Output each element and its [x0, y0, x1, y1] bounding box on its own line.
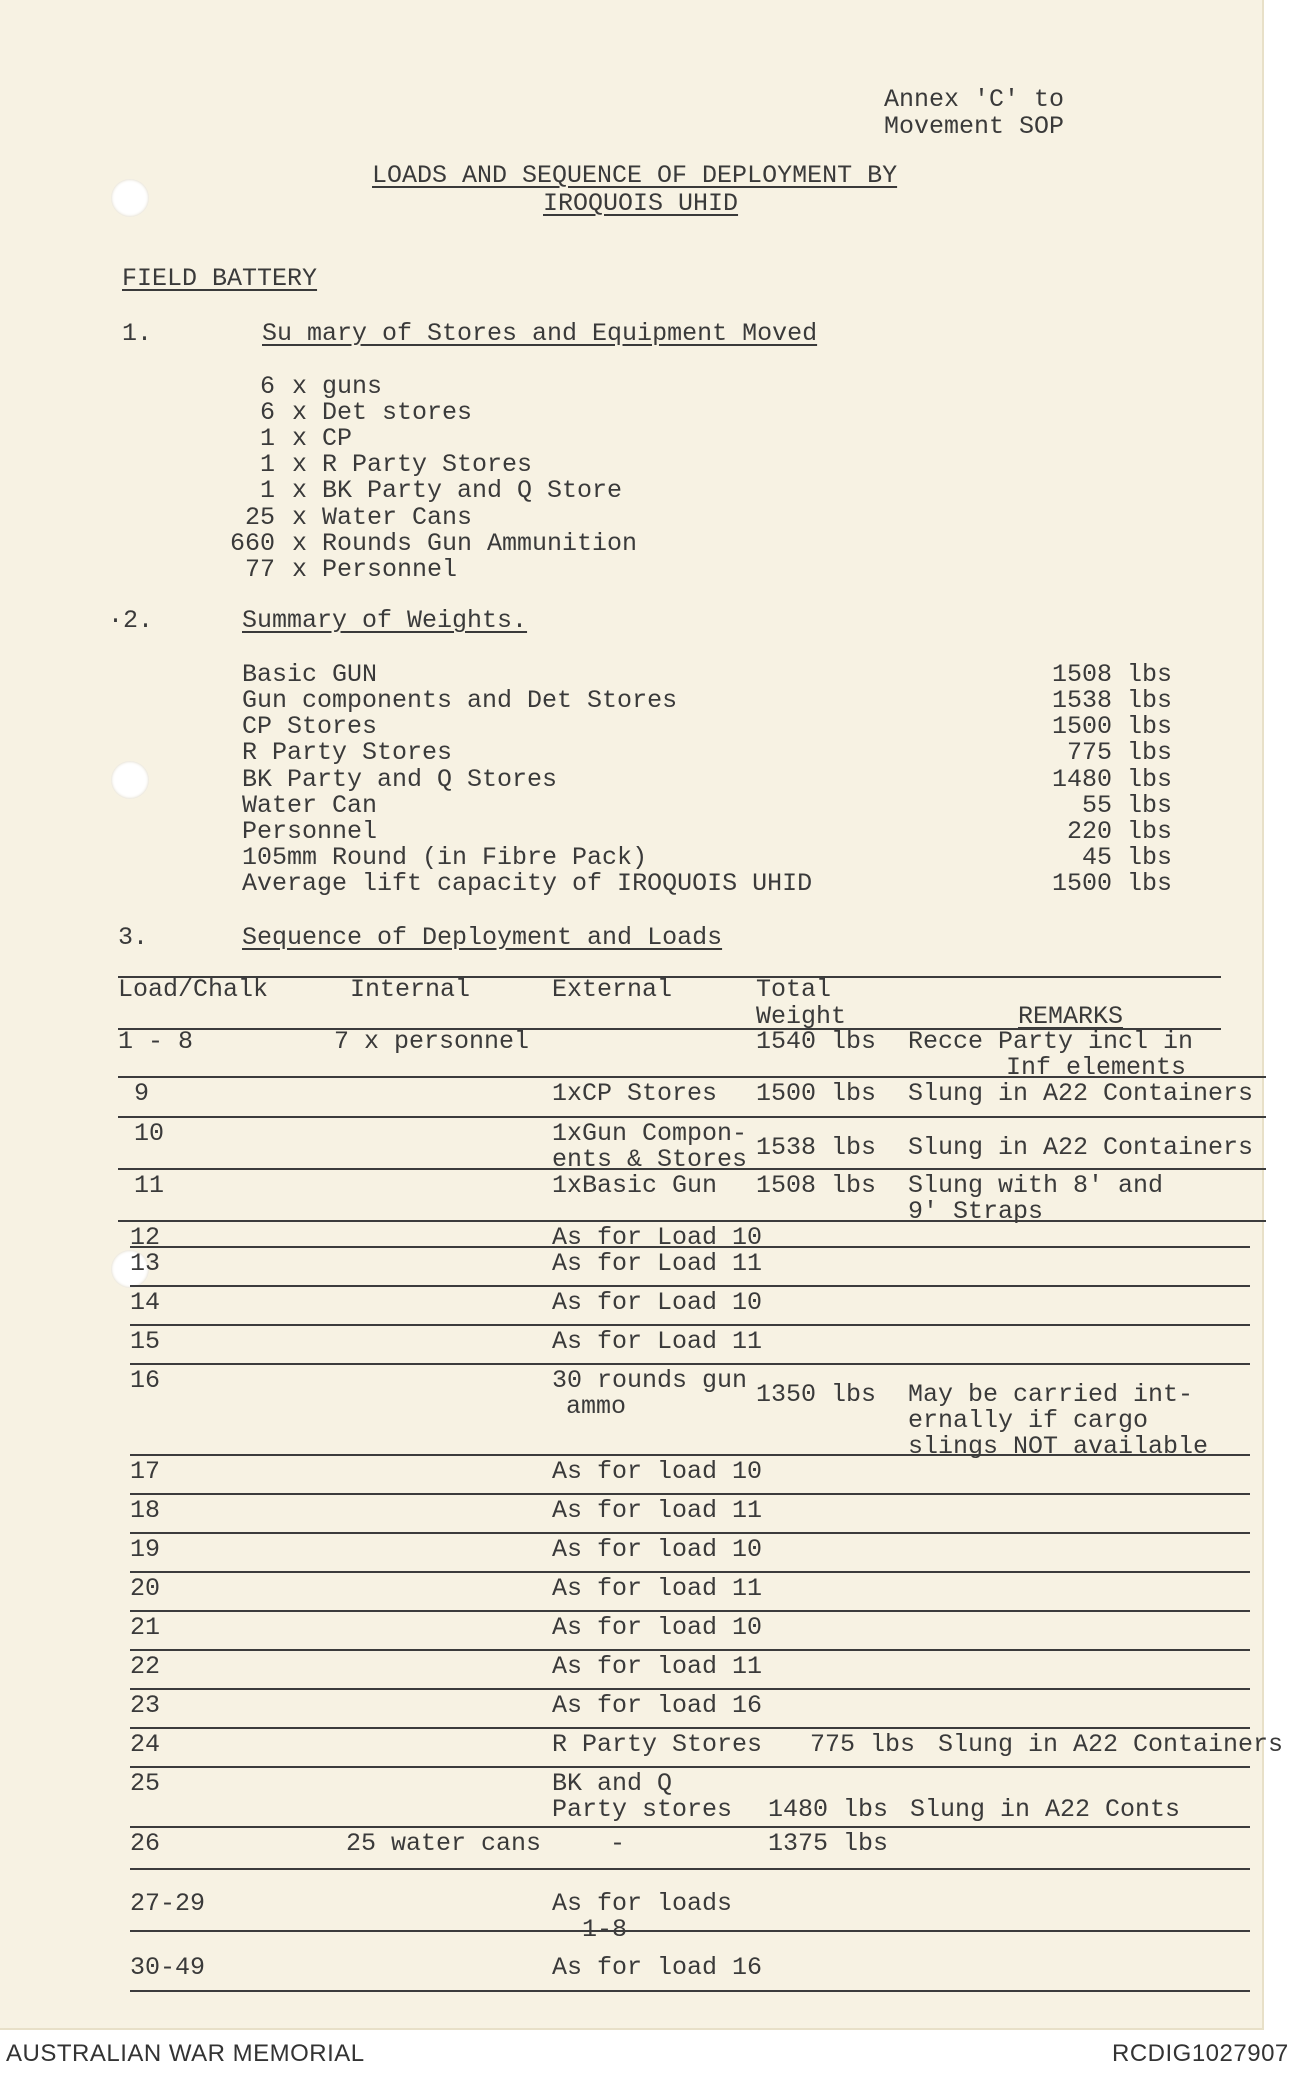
load-chalk: 27-29 [130, 1889, 206, 1918]
weight-value: 1500 lbs [1051, 712, 1172, 741]
external-load: As for Load 11 [552, 1327, 763, 1356]
item-description: x Det stores [292, 398, 473, 427]
weight-value: 1480 lbs [1051, 765, 1172, 794]
load-chalk: 15 [130, 1327, 161, 1356]
load-chalk: 13 [130, 1249, 161, 1278]
external-load: As for load 16 [552, 1953, 763, 1982]
weight-item: R Party Stores [242, 738, 453, 767]
section-3-heading: Sequence of Deployment and Loads [242, 923, 723, 952]
external-load: 1xGun Compon- [552, 1119, 748, 1148]
item-quantity: 77 [244, 555, 275, 584]
load-chalk: 26 [130, 1829, 161, 1858]
weight-value: 1500 lbs [1051, 869, 1172, 898]
remarks-cont: Inf elements [1006, 1053, 1187, 1082]
external-load: As for load 10 [552, 1535, 763, 1564]
row-rule [130, 1532, 1250, 1534]
row-rule [130, 1766, 1250, 1768]
item-description: x BK Party and Q Store [292, 476, 623, 505]
item-description: x Personnel [292, 555, 458, 584]
row-rule [130, 1930, 1250, 1932]
external-load: As for Load 10 [552, 1288, 763, 1317]
row-rule [130, 1868, 1250, 1870]
row-rule [130, 1649, 1250, 1651]
item-description: x guns [292, 372, 383, 401]
row-rule [118, 1220, 1266, 1222]
external-load: 1xCP Stores [552, 1079, 718, 1108]
external-load-cont: ammo [566, 1392, 627, 1421]
total-weight: 1480 lbs [768, 1795, 889, 1824]
external-load: As for load 16 [552, 1691, 763, 1720]
item-quantity: 6 [259, 372, 275, 401]
external-load: As for Load 10 [552, 1223, 763, 1252]
weight-value: 45 lbs [1081, 843, 1172, 872]
punch-hole [111, 179, 149, 217]
external-load: As for load 10 [552, 1457, 763, 1486]
item-quantity: 1 [259, 424, 275, 453]
remarks: Slung with 8' and [908, 1171, 1164, 1200]
remarks-cont: ernally if cargo [908, 1406, 1149, 1435]
total-weight: 1350 lbs [756, 1380, 877, 1409]
external-load: As for load 11 [552, 1574, 763, 1603]
section-1-heading: Su mary of Stores and Equipment Moved [262, 319, 818, 348]
punch-hole [111, 761, 149, 799]
item-quantity: 1 [259, 476, 275, 505]
total-weight: 1375 lbs [768, 1829, 889, 1858]
weight-item: Personnel [242, 817, 378, 846]
unit-heading: FIELD BATTERY [122, 264, 318, 293]
remarks: May be carried int- [908, 1380, 1194, 1409]
header-internal: Internal [350, 975, 471, 1004]
load-chalk: 11 [134, 1171, 165, 1200]
weight-item: Gun components and Det Stores [242, 686, 678, 715]
weight-item: Basic GUN [242, 660, 378, 689]
external-load-cont: Party stores [552, 1795, 733, 1824]
row-rule [118, 1116, 1266, 1118]
load-chalk: 22 [130, 1652, 161, 1681]
remarks: Slung in A22 Containers [908, 1133, 1254, 1162]
internal-load: 7 x personnel [334, 1027, 530, 1056]
remarks: Recce Party incl in [908, 1027, 1194, 1056]
weight-value: 220 lbs [1066, 817, 1172, 846]
row-rule [130, 1990, 1250, 1992]
row-rule [130, 1688, 1250, 1690]
external-load: As for load 10 [552, 1613, 763, 1642]
title-line-1: LOADS AND SEQUENCE OF DEPLOYMENT BY [372, 161, 898, 190]
title-line-2: IROQUOIS UHID [543, 189, 739, 218]
load-chalk: 18 [130, 1496, 161, 1525]
load-chalk: 19 [130, 1535, 161, 1564]
load-chalk: 9 [134, 1079, 150, 1108]
row-rule [130, 1493, 1250, 1495]
remarks: Slung in A22 Containers [938, 1730, 1284, 1759]
header-remarks: REMARKS [1018, 1002, 1124, 1031]
section-2-heading: Summary of Weights. [242, 606, 528, 635]
row-rule [130, 1285, 1250, 1287]
total-weight: 1538 lbs [756, 1133, 877, 1162]
load-chalk: 20 [130, 1574, 161, 1603]
item-description: x CP [292, 424, 353, 453]
remarks-cont: 9' Straps [908, 1197, 1044, 1226]
item-quantity: 660 [229, 529, 275, 558]
external-load-cont: 1-8 [582, 1915, 628, 1944]
header-weight: Weight [756, 1002, 847, 1031]
load-chalk: 25 [130, 1769, 161, 1798]
row-rule [118, 1168, 1266, 1170]
load-chalk: 17 [130, 1457, 161, 1486]
load-chalk: 24 [130, 1730, 161, 1759]
annex-line-2: Movement SOP [884, 112, 1065, 141]
remarks-cont: slings NOT available [908, 1432, 1209, 1461]
external-load: As for loads [552, 1889, 733, 1918]
item-description: x Water Cans [292, 503, 473, 532]
remarks: Slung in A22 Containers [908, 1079, 1254, 1108]
external-load: - [610, 1829, 626, 1858]
external-load: 1xBasic Gun [552, 1171, 718, 1200]
row-rule [118, 1076, 1266, 1078]
item-description: x Rounds Gun Ammunition [292, 529, 638, 558]
load-chalk: 14 [130, 1288, 161, 1317]
external-load: 30 rounds gun [552, 1366, 748, 1395]
load-chalk: 1 - 8 [118, 1027, 194, 1056]
external-load-cont: ents & Stores [552, 1145, 748, 1174]
weight-item: 105mm Round (in Fibre Pack) [242, 843, 648, 872]
external-load: As for load 11 [552, 1496, 763, 1525]
external-load: BK and Q [552, 1769, 673, 1798]
row-rule [130, 1727, 1250, 1729]
load-chalk: 23 [130, 1691, 161, 1720]
weight-item: BK Party and Q Stores [242, 765, 558, 794]
row-rule [130, 1246, 1250, 1248]
header-total: Total [756, 975, 832, 1004]
row-rule [130, 1571, 1250, 1573]
remarks: Slung in A22 Conts [910, 1795, 1181, 1824]
footer-left: AUSTRALIAN WAR MEMORIAL [6, 2040, 365, 2067]
header-load: Load/Chalk [118, 975, 269, 1004]
item-quantity: 1 [259, 450, 275, 479]
load-chalk: 12 [130, 1223, 161, 1252]
total-weight: 1500 lbs [756, 1079, 877, 1108]
total-weight: 1540 lbs [756, 1027, 877, 1056]
internal-load: 25 water cans [346, 1829, 542, 1858]
section-2-number: ·2. [108, 606, 154, 635]
weight-value: 775 lbs [1066, 738, 1172, 767]
annex-line-1: Annex 'C' to [884, 85, 1065, 114]
load-chalk: 30-49 [130, 1953, 206, 1982]
section-3-number: 3. [118, 923, 149, 952]
total-weight: 775 lbs [810, 1730, 916, 1759]
load-chalk: 21 [130, 1613, 161, 1642]
item-description: x R Party Stores [292, 450, 533, 479]
weight-item: CP Stores [242, 712, 378, 741]
weight-item: Average lift capacity of IROQUOIS UHID [242, 869, 813, 898]
load-chalk: 10 [134, 1119, 165, 1148]
row-rule [130, 1363, 1250, 1365]
row-rule [130, 1610, 1250, 1612]
load-chalk: 16 [130, 1366, 161, 1395]
total-weight: 1508 lbs [756, 1171, 877, 1200]
row-rule [130, 1454, 1250, 1456]
weight-value: 55 lbs [1081, 791, 1172, 820]
header-external: External [552, 975, 673, 1004]
row-rule [130, 1826, 1250, 1828]
external-load: As for load 11 [552, 1652, 763, 1681]
weight-value: 1538 lbs [1051, 686, 1172, 715]
external-load: As for Load 11 [552, 1249, 763, 1278]
footer-right: RCDIG1027907 [1112, 2040, 1289, 2067]
item-quantity: 25 [244, 503, 275, 532]
weight-value: 1508 lbs [1051, 660, 1172, 689]
row-rule [130, 1324, 1250, 1326]
section-1-number: 1. [122, 319, 153, 348]
item-quantity: 6 [259, 398, 275, 427]
external-load: R Party Stores [552, 1730, 763, 1759]
weight-item: Water Can [242, 791, 378, 820]
